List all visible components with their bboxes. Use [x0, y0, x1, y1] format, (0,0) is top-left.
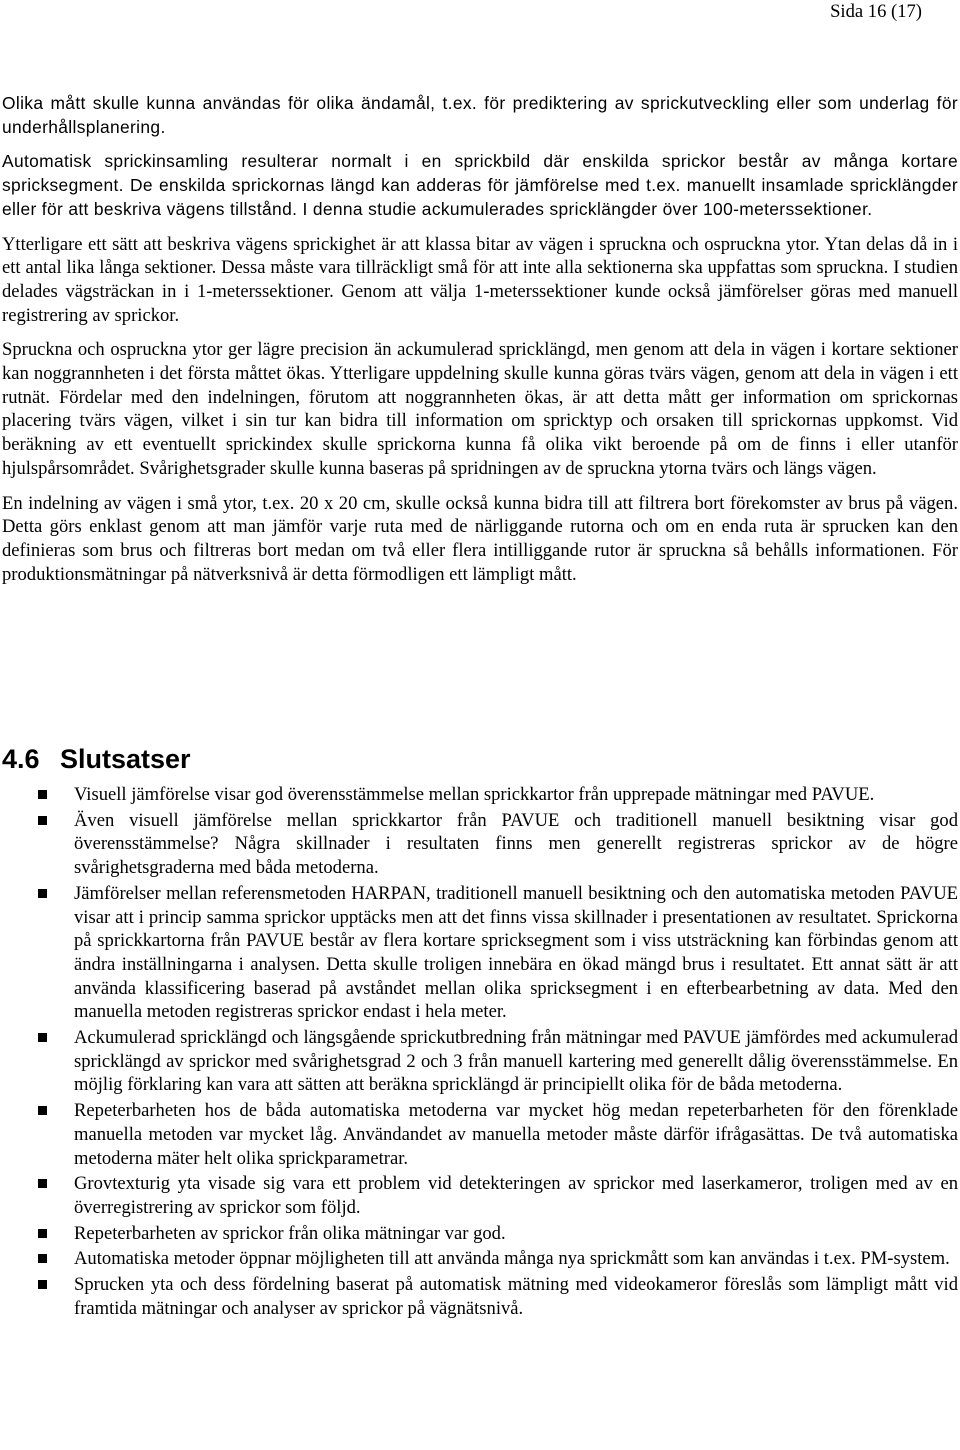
paragraph: Spruckna och ospruckna ytor ger lägre precision än ackumulerad spricklängd, men genom att dela in vägen i kortare sektioner kan noggrannheten i det första måttet ökas. Ytterligare uppdelning skulle kunna göras tvärs vägen, genom att dela in vägen i ett rutnät. Fördelar med den indelningen, förutom att noggrannheten ökas, är att detta mått ger information om sprickornas placering tvärs vägen, vilket i sin tur kan bidra till information om spricktyp och orsaken till sprickornas uppkomst. Vid beräkning av ett eventuellt sprickindex skulle sprickorna kunna få olika vikt beroende på om de finns i eller utanför hjulspårsområdet. Svårighetsgrader skulle kunna baseras på spridningen av de spruckna ytorna tvärs och längs vägen.	[2, 339, 958, 479]
list-item	[0, 1026, 958, 1097]
square-bullet-icon	[38, 1229, 47, 1238]
list-item	[0, 1273, 958, 1320]
list-item	[0, 783, 958, 807]
square-bullet-icon	[38, 790, 47, 799]
square-bullet-icon	[38, 889, 47, 898]
list-item-text: Ackumulerad spricklängd och längsgående sprickutbredning från mätningar med PAVUE jämfördes med ackumulerad spricklängd av sprickor med svårighetsgrad 2 och 3 från manuell kartering med generellt dålig överensstämmelse. En möjlig förklaring kan vara att sätten att beräkna spricklängd är principiellt olika för de båda metoderna.	[74, 1027, 958, 1096]
conclusion-list	[0, 783, 958, 1322]
paragraph: Ytterligare ett sätt att beskriva vägens sprickighet är att klassa bitar av vägen i spruckna och ospruckna ytor. Ytan delas då in i ett antal lika långa sektioner. Dessa måste vara tillräckligt små för att inte alla sektionerna ska uppfattas som spruckna. I studien delades vägsträckan in i 1-meterssektioner. Genom att välja 1-meterssektioner kunde också jämförelser göras med manuell registrering av sprickor.	[2, 233, 958, 326]
paragraph: Automatisk sprickinsamling resulterar normalt i en sprickbild där enskilda sprickor består av många kortare spricksegment. De enskilda sprickornas längd kan adderas för jämförelse med t.ex. manuellt insamlade spricklängder eller för att beskriva vägens tillstånd. I denna studie ackumulerades spricklängder över 100-meterssektioner.	[2, 151, 958, 219]
square-bullet-icon	[38, 1280, 47, 1289]
square-bullet-icon	[38, 1106, 47, 1115]
page-number: Sida 16 (17)	[830, 1, 922, 22]
section-title: Slutsatser	[60, 744, 191, 774]
paragraph: En indelning av vägen i små ytor, t.ex. 20 x 20 cm, skulle också kunna bidra till att filtrera bort förekomster av brus på vägen. Detta görs enklast genom att man jämför varje ruta med de närliggande rutorna och om en enda ruta är sprucken kan den definieras som brus och filtreras bort medan om två eller flera intilliggande rutor är spruckna så behålls informationen. För produktionsmätningar på nätverksnivå är detta förmodligen ett lämpligt mått.	[2, 492, 958, 585]
list-item-text: Repeterbarheten hos de båda automatiska metoderna var mycket hög medan repeterbarheten för den förenklade manuella metoden var mycket låg. Användandet av manuella metoder måste därför ifrågasättas. De två automatiska metoderna mäter helt olika sprickparametrar.	[74, 1100, 958, 1169]
list-item-text: Visuell jämförelse visar god överensstämmelse mellan sprickkartor från upprepade mätningar med PAVUE.	[74, 784, 875, 805]
list-item-text: Grovtexturig yta visade sig vara ett problem vid detekteringen av sprickor med laserkameror, troligen med av en överregistrering av sprickor som följd.	[74, 1173, 958, 1218]
list-item	[0, 1222, 958, 1246]
list-item-text: Jämförelser mellan referensmetoden HARPAN, traditionell manuell besiktning och den automatiska metoden PAVUE visar att i princip samma sprickor upptäcks men att det finns vissa skillnader i presentationen av resultatet. Sprickorna på sprickkartorna från PAVUE består av flera kortare spricksegment som i viss utsträckning kan förbindas genom att ändra inställningarna i analysen. Detta skulle troligen innebära en ökad mängd brus i resultatet. Ett annat sätt är att använda klassificering baserad på avståndet mellan olika spricksegment i en efterbearbetning av data. Med den manuella metoden registreras sprickor endast i hela meter.	[74, 882, 958, 1023]
list-item-text: Sprucken yta och dess fördelning baserat på automatisk mätning med videokameror föreslås som lämpligt mått vid framtida mätningar och analyser av sprickor på vägnätsnivå.	[74, 1274, 958, 1319]
square-bullet-icon	[38, 1254, 47, 1263]
body-text	[2, 92, 958, 597]
list-item	[0, 1099, 958, 1170]
list-item	[0, 1247, 958, 1271]
square-bullet-icon	[38, 1179, 47, 1188]
list-item	[0, 809, 958, 880]
list-item-text: Även visuell jämförelse mellan sprickkartor från PAVUE och traditionell manuell besiktning visar god överensstämmelse? Några skillnader i resultaten finns men generellt registreras sprickor av de högre svårighetsgraderna med båda metoderna.	[74, 809, 958, 879]
list-item-text: Repeterbarheten av sprickor från olika mätningar var god.	[74, 1222, 506, 1244]
square-bullet-icon	[38, 1033, 47, 1042]
section-heading	[2, 742, 191, 776]
square-bullet-icon	[38, 816, 47, 825]
list-item-text: Automatiska metoder öppnar möjligheten till att använda många nya sprickmått som kan användas i t.ex. PM-system.	[74, 1248, 950, 1270]
list-item	[0, 882, 958, 1024]
section-number: 4.6	[2, 744, 40, 774]
paragraph: Olika mått skulle kunna användas för olika ändamål, t.ex. för prediktering av sprickutveckling eller som underlag för underhållsplanering.	[2, 93, 958, 137]
list-item	[0, 1172, 958, 1219]
